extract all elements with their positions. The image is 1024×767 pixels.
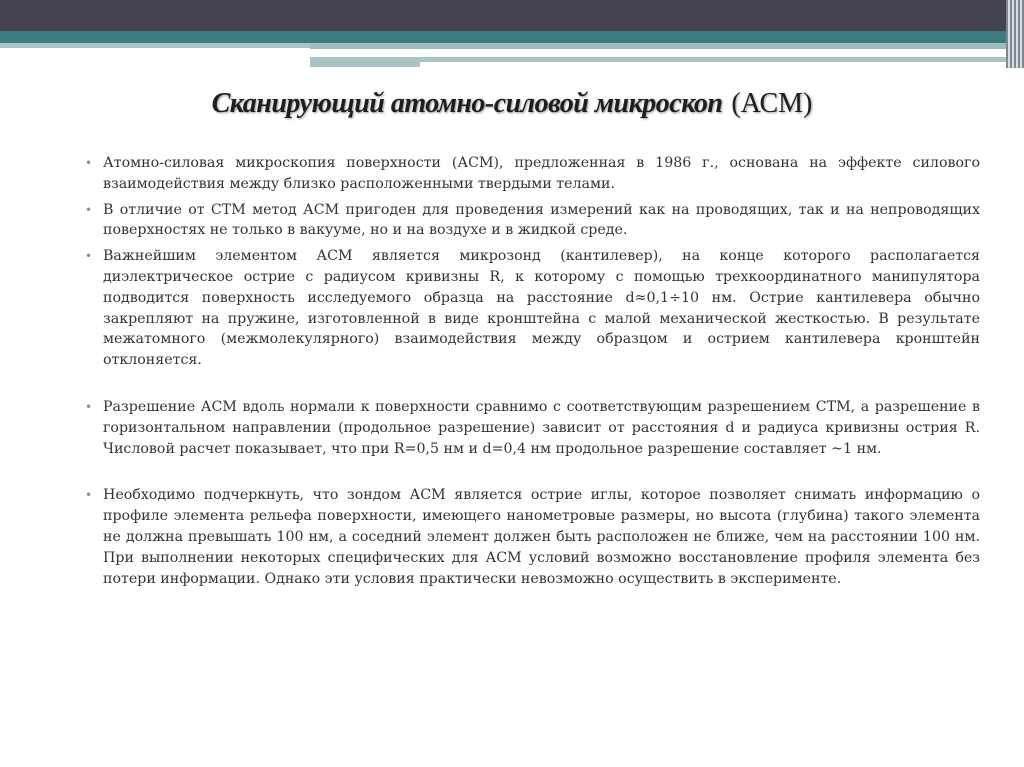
- bullet-icon: •: [85, 399, 93, 414]
- bullet-item: [84, 246, 980, 371]
- bullet-text: Необходимо подчеркнуть, что зондом АСМ является острие иглы, которое позволяет снимать информацию о профиле элемента рельефа поверхности, имеющего нанометровые размеры, но высота (глубина) такого элемента не должна превышать 100 нм, а соседний элемент должен быть расположен не ближе, чем на расстоянии 100 нм. При выполнении некоторых специфических для АСМ условий возможно восстановление профиля элемента без потери информации. Однако эти условия практически невозможно осуществить в эксперименте.: [103, 487, 980, 587]
- bullet-text: В отличие от СТМ метод АСМ пригоден для проведения измерений как на проводящих, так и на непроводящих поверхностях не только в вакууме, но и на воздухе и в жидкой среде.: [103, 201, 980, 239]
- bullet-item: [84, 397, 980, 459]
- bullet-list: [84, 153, 980, 594]
- header-teal-band: [0, 31, 1006, 43]
- header-edge-stripes: [1006, 0, 1024, 68]
- bullet-icon: •: [85, 249, 93, 264]
- header-light-stripe: [0, 43, 310, 48]
- bullet-item: [84, 485, 980, 589]
- bullet-text: Разрешение АСМ вдоль нормали к поверхности сравнимо с соответствующим разрешением СТМ, а разрешение в горизонтальном направлении (продольное разрешение) зависит от расстояния d и радиуса кривизны острия R. Числовой расчет показывает, что при R=0,5 нм и d=0,4 нм продольное разрешение составляет ~1 нм.: [103, 398, 980, 457]
- header-light-stripe: [420, 57, 1006, 62]
- bullet-icon: •: [85, 156, 93, 170]
- bullet-text: Атомно-силовая микроскопия поверхности (АСМ), предложенная в 1986 г., основана на эффекте силового взаимодействия между близко расположенными твердыми телами.: [103, 155, 980, 192]
- bullet-icon: •: [85, 202, 93, 217]
- bullet-text: Важнейшим элементом АСМ является микрозонд (кантилевер), на конце которого располагается диэлектрическое острие с радиусом кривизны R, к которому с помощью трехкоординатного манипулятора подводится поверхность исследуемого образца на расстояние d≈0,1÷10 нм. Острие кантилевера обычно закрепляют на пружине, изготовленной в виде кронштейна с малой механической жесткостью. В результате межатомного (межмолекулярного) взаимодействия между образцом и острием кантилевера кронштейн отклоняется.: [103, 248, 980, 369]
- slide-title-abbrev: (АСМ): [731, 88, 813, 119]
- bullet-item: [84, 153, 980, 195]
- bullet-icon: •: [85, 488, 93, 503]
- bullet-item: [84, 200, 980, 242]
- header-white-line: [310, 49, 970, 54]
- header-light-stripe: [310, 57, 420, 67]
- slide-title: [0, 86, 1024, 120]
- slide-title-italic: Сканирующий атомно-силовой микроскоп: [211, 88, 723, 119]
- header-dark-band: [0, 0, 1006, 31]
